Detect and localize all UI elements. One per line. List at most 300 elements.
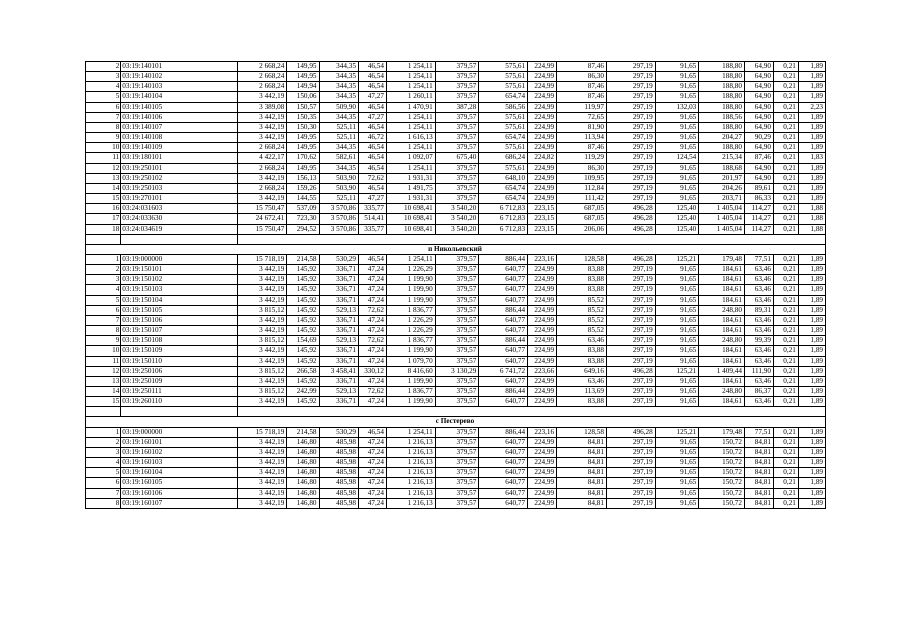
value-cell: 64,90 bbox=[744, 173, 773, 183]
value-cell: 188,80 bbox=[699, 62, 745, 72]
value-cell: 224,99 bbox=[528, 295, 557, 305]
value-cell: 150,06 bbox=[287, 92, 319, 102]
row-number: 16 bbox=[86, 204, 121, 214]
value-cell: 1 931,31 bbox=[386, 173, 435, 183]
value-cell: 485,98 bbox=[319, 458, 358, 468]
value-cell: 46,54 bbox=[358, 143, 386, 153]
value-cell: 224,99 bbox=[528, 194, 557, 204]
spacer-cell bbox=[121, 407, 237, 417]
value-cell: 1 836,77 bbox=[386, 305, 435, 315]
value-cell: 379,57 bbox=[435, 72, 479, 82]
value-cell: 379,57 bbox=[435, 112, 479, 122]
value-cell: 654,74 bbox=[479, 183, 528, 193]
value-cell: 170,62 bbox=[287, 153, 319, 163]
cadastral-code: 03:19:000000 bbox=[121, 427, 237, 437]
value-cell: 214,58 bbox=[287, 254, 319, 264]
value-cell: 1,89 bbox=[798, 356, 825, 366]
value-cell: 575,61 bbox=[479, 163, 528, 173]
value-cell: 640,77 bbox=[479, 285, 528, 295]
value-cell: 1 260,11 bbox=[386, 92, 435, 102]
value-cell: 1 470,91 bbox=[386, 102, 435, 112]
value-cell: 336,71 bbox=[319, 315, 358, 325]
table-row bbox=[86, 92, 826, 102]
cadastral-code: 03:19:160106 bbox=[121, 488, 237, 498]
cadastral-code: 03:19:250111 bbox=[121, 386, 237, 396]
value-cell: 91,65 bbox=[655, 447, 699, 457]
value-cell: 114,27 bbox=[744, 214, 773, 224]
value-cell: 46,54 bbox=[358, 254, 386, 264]
value-cell: 1,89 bbox=[798, 478, 825, 488]
value-cell: 146,80 bbox=[287, 488, 319, 498]
value-cell: 1,83 bbox=[798, 153, 825, 163]
value-cell: 63,46 bbox=[557, 336, 607, 346]
value-cell: 0,21 bbox=[773, 427, 798, 437]
table-row bbox=[86, 346, 826, 356]
row-number: 6 bbox=[86, 102, 121, 112]
value-cell: 224,99 bbox=[528, 386, 557, 396]
value-cell: 529,13 bbox=[319, 305, 358, 315]
value-cell: 15 750,47 bbox=[237, 224, 287, 234]
cadastral-code: 03:19:160105 bbox=[121, 478, 237, 488]
value-cell: 184,61 bbox=[699, 397, 745, 407]
value-cell: 0,21 bbox=[773, 447, 798, 457]
value-cell: 188,80 bbox=[699, 102, 745, 112]
value-cell: 1 931,31 bbox=[386, 194, 435, 204]
value-cell: 379,57 bbox=[435, 488, 479, 498]
value-cell: 242,99 bbox=[287, 386, 319, 396]
value-cell: 146,80 bbox=[287, 447, 319, 457]
value-cell: 145,92 bbox=[287, 346, 319, 356]
value-cell: 47,27 bbox=[358, 194, 386, 204]
value-cell: 1,89 bbox=[798, 295, 825, 305]
value-cell: 15 750,47 bbox=[237, 204, 287, 214]
value-cell: 188,80 bbox=[699, 72, 745, 82]
value-cell: 297,19 bbox=[606, 72, 655, 82]
value-cell: 344,35 bbox=[319, 82, 358, 92]
value-cell: 886,44 bbox=[479, 386, 528, 396]
row-number: 5 bbox=[86, 92, 121, 102]
value-cell: 0,21 bbox=[773, 112, 798, 122]
table-row bbox=[86, 112, 826, 122]
value-cell: 86,30 bbox=[557, 72, 607, 82]
value-cell: 1 216,13 bbox=[386, 447, 435, 457]
value-cell: 496,28 bbox=[606, 427, 655, 437]
value-cell: 224,99 bbox=[528, 143, 557, 153]
value-cell: 184,61 bbox=[699, 285, 745, 295]
value-cell: 0,21 bbox=[773, 194, 798, 204]
value-cell: 47,24 bbox=[358, 346, 386, 356]
table-body bbox=[86, 62, 826, 509]
value-cell: 87,46 bbox=[557, 62, 607, 72]
value-cell: 1,89 bbox=[798, 254, 825, 264]
value-cell: 1 199,90 bbox=[386, 346, 435, 356]
value-cell: 640,77 bbox=[479, 295, 528, 305]
value-cell: 529,13 bbox=[319, 336, 358, 346]
value-cell: 63,46 bbox=[744, 265, 773, 275]
value-cell: 145,92 bbox=[287, 326, 319, 336]
value-cell: 125,40 bbox=[655, 224, 699, 234]
value-cell: 46,54 bbox=[358, 427, 386, 437]
spacer-cell bbox=[86, 234, 121, 244]
value-cell: 72,62 bbox=[358, 305, 386, 315]
table-row bbox=[86, 427, 826, 437]
value-cell: 224,99 bbox=[528, 82, 557, 92]
value-cell: 145,92 bbox=[287, 397, 319, 407]
value-cell: 46,54 bbox=[358, 153, 386, 163]
table-row bbox=[86, 295, 826, 305]
value-cell: 3 570,86 bbox=[319, 214, 358, 224]
value-cell: 0,21 bbox=[773, 153, 798, 163]
value-cell: 297,19 bbox=[606, 122, 655, 132]
value-cell: 149,95 bbox=[287, 72, 319, 82]
value-cell: 335,77 bbox=[358, 224, 386, 234]
value-cell: 640,77 bbox=[479, 315, 528, 325]
value-cell: 150,57 bbox=[287, 102, 319, 112]
cadastral-code: 03:19:250101 bbox=[121, 163, 237, 173]
value-cell: 47,24 bbox=[358, 376, 386, 386]
value-cell: 640,77 bbox=[479, 498, 528, 508]
value-cell: 145,92 bbox=[287, 285, 319, 295]
value-cell: 1 216,13 bbox=[386, 488, 435, 498]
value-cell: 0,21 bbox=[773, 163, 798, 173]
value-cell: 379,57 bbox=[435, 468, 479, 478]
value-cell: 84,81 bbox=[557, 437, 607, 447]
value-cell: 2 668,24 bbox=[237, 72, 287, 82]
value-cell: 77,51 bbox=[744, 254, 773, 264]
value-cell: 0,21 bbox=[773, 336, 798, 346]
value-cell: 84,81 bbox=[557, 468, 607, 478]
value-cell: 3 442,19 bbox=[237, 478, 287, 488]
value-cell: 46,54 bbox=[358, 122, 386, 132]
value-cell: 297,19 bbox=[606, 275, 655, 285]
value-cell: 84,81 bbox=[557, 498, 607, 508]
value-cell: 640,77 bbox=[479, 397, 528, 407]
value-cell: 159,26 bbox=[287, 183, 319, 193]
value-cell: 150,72 bbox=[699, 478, 745, 488]
value-cell: 1,88 bbox=[798, 214, 825, 224]
value-cell: 150,35 bbox=[287, 112, 319, 122]
value-cell: 525,11 bbox=[319, 133, 358, 143]
value-cell: 15 718,19 bbox=[237, 427, 287, 437]
cadastral-code: 03:19:250103 bbox=[121, 183, 237, 193]
value-cell: 0,21 bbox=[773, 315, 798, 325]
value-cell: 1,89 bbox=[798, 112, 825, 122]
value-cell: 649,16 bbox=[557, 366, 607, 376]
value-cell: 297,19 bbox=[606, 102, 655, 112]
value-cell: 46,54 bbox=[358, 72, 386, 82]
value-cell: 297,19 bbox=[606, 315, 655, 325]
value-cell: 1 254,11 bbox=[386, 72, 435, 82]
value-cell: 336,71 bbox=[319, 376, 358, 386]
cadastral-code: 03:19:250109 bbox=[121, 376, 237, 386]
value-cell: 1 254,11 bbox=[386, 82, 435, 92]
value-cell: 72,65 bbox=[557, 112, 607, 122]
value-cell: 224,99 bbox=[528, 488, 557, 498]
value-cell: 379,57 bbox=[435, 437, 479, 447]
value-cell: 379,57 bbox=[435, 254, 479, 264]
value-cell: 379,57 bbox=[435, 183, 479, 193]
value-cell: 0,21 bbox=[773, 397, 798, 407]
cadastral-code: 03:24:031603 bbox=[121, 204, 237, 214]
value-cell: 0,21 bbox=[773, 305, 798, 315]
value-cell: 3 442,19 bbox=[237, 397, 287, 407]
value-cell: 83,88 bbox=[557, 275, 607, 285]
value-cell: 224,99 bbox=[528, 437, 557, 447]
value-cell: 84,81 bbox=[744, 447, 773, 457]
value-cell: 224,99 bbox=[528, 112, 557, 122]
value-cell: 114,27 bbox=[744, 224, 773, 234]
value-cell: 297,19 bbox=[606, 356, 655, 366]
value-cell: 214,58 bbox=[287, 427, 319, 437]
cadastral-code: 03:19:140102 bbox=[121, 72, 237, 82]
value-cell: 1 199,90 bbox=[386, 397, 435, 407]
value-cell: 87,46 bbox=[557, 143, 607, 153]
row-number: 3 bbox=[86, 72, 121, 82]
value-cell: 886,44 bbox=[479, 427, 528, 437]
value-cell: 297,19 bbox=[606, 326, 655, 336]
value-cell: 1 079,70 bbox=[386, 356, 435, 366]
value-cell: 188,80 bbox=[699, 92, 745, 102]
value-cell: 91,65 bbox=[655, 386, 699, 396]
value-cell: 379,57 bbox=[435, 194, 479, 204]
spacer-row bbox=[86, 234, 826, 244]
value-cell: 0,21 bbox=[773, 102, 798, 112]
value-cell: 344,35 bbox=[319, 112, 358, 122]
value-cell: 3 442,19 bbox=[237, 122, 287, 132]
value-cell: 6 712,83 bbox=[479, 224, 528, 234]
table-row bbox=[86, 224, 826, 234]
value-cell: 145,92 bbox=[287, 356, 319, 366]
table-row bbox=[86, 437, 826, 447]
cadastral-code: 03:19:250106 bbox=[121, 366, 237, 376]
value-cell: 297,19 bbox=[606, 265, 655, 275]
value-cell: 85,52 bbox=[557, 326, 607, 336]
cadastral-code: 03:19:150104 bbox=[121, 295, 237, 305]
value-cell: 113,94 bbox=[557, 133, 607, 143]
value-cell: 145,92 bbox=[287, 295, 319, 305]
value-cell: 224,99 bbox=[528, 265, 557, 275]
value-cell: 3 442,19 bbox=[237, 458, 287, 468]
value-cell: 297,19 bbox=[606, 437, 655, 447]
value-cell: 224,99 bbox=[528, 72, 557, 82]
value-cell: 336,71 bbox=[319, 397, 358, 407]
value-cell: 91,65 bbox=[655, 163, 699, 173]
value-cell: 640,77 bbox=[479, 468, 528, 478]
cadastral-code: 03:19:150106 bbox=[121, 315, 237, 325]
value-cell: 335,77 bbox=[358, 204, 386, 214]
value-cell: 3 442,19 bbox=[237, 92, 287, 102]
value-cell: 379,57 bbox=[435, 376, 479, 386]
value-cell: 1 199,90 bbox=[386, 295, 435, 305]
value-cell: 91,65 bbox=[655, 315, 699, 325]
value-cell: 145,92 bbox=[287, 275, 319, 285]
value-cell: 1,89 bbox=[798, 315, 825, 325]
value-cell: 91,65 bbox=[655, 285, 699, 295]
value-cell: 224,99 bbox=[528, 376, 557, 386]
value-cell: 224,99 bbox=[528, 163, 557, 173]
row-number: 10 bbox=[86, 346, 121, 356]
value-cell: 1,89 bbox=[798, 194, 825, 204]
value-cell: 1,89 bbox=[798, 447, 825, 457]
value-cell: 0,21 bbox=[773, 173, 798, 183]
value-cell: 46,54 bbox=[358, 62, 386, 72]
value-cell: 687,05 bbox=[557, 214, 607, 224]
value-cell: 0,21 bbox=[773, 122, 798, 132]
table-row bbox=[86, 275, 826, 285]
value-cell: 529,13 bbox=[319, 386, 358, 396]
row-number: 10 bbox=[86, 143, 121, 153]
table-row bbox=[86, 305, 826, 315]
spacer-row bbox=[86, 407, 826, 417]
value-cell: 149,95 bbox=[287, 62, 319, 72]
value-cell: 125,40 bbox=[655, 214, 699, 224]
value-cell: 379,57 bbox=[435, 458, 479, 468]
value-cell: 1 199,90 bbox=[386, 376, 435, 386]
value-cell: 1 405,04 bbox=[699, 204, 745, 214]
cadastral-code: 03:19:160107 bbox=[121, 498, 237, 508]
value-cell: 687,05 bbox=[557, 204, 607, 214]
value-cell: 640,77 bbox=[479, 458, 528, 468]
value-cell: 63,46 bbox=[744, 346, 773, 356]
value-cell: 91,65 bbox=[655, 376, 699, 386]
value-cell: 184,61 bbox=[699, 315, 745, 325]
value-cell: 3 540,20 bbox=[435, 204, 479, 214]
value-cell: 188,80 bbox=[699, 82, 745, 92]
value-cell: 1 216,13 bbox=[386, 437, 435, 447]
cadastral-code: 03:19:150107 bbox=[121, 326, 237, 336]
value-cell: 224,99 bbox=[528, 458, 557, 468]
value-cell: 91,65 bbox=[655, 468, 699, 478]
value-cell: 64,90 bbox=[744, 62, 773, 72]
value-cell: 64,90 bbox=[744, 102, 773, 112]
cadastral-code: 03:19:260110 bbox=[121, 397, 237, 407]
value-cell: 188,68 bbox=[699, 163, 745, 173]
value-cell: 297,19 bbox=[606, 376, 655, 386]
value-cell: 91,65 bbox=[655, 122, 699, 132]
value-cell: 201,97 bbox=[699, 173, 745, 183]
value-cell: 0,21 bbox=[773, 224, 798, 234]
value-cell: 47,24 bbox=[358, 315, 386, 325]
value-cell: 91,65 bbox=[655, 478, 699, 488]
value-cell: 379,57 bbox=[435, 275, 479, 285]
value-cell: 224,99 bbox=[528, 62, 557, 72]
value-cell: 297,19 bbox=[606, 386, 655, 396]
row-number: 4 bbox=[86, 458, 121, 468]
value-cell: 886,44 bbox=[479, 336, 528, 346]
value-cell: 86,30 bbox=[557, 163, 607, 173]
value-cell: 91,65 bbox=[655, 143, 699, 153]
value-cell: 150,72 bbox=[699, 458, 745, 468]
value-cell: 379,57 bbox=[435, 295, 479, 305]
value-cell: 485,98 bbox=[319, 437, 358, 447]
cadastral-code: 03:19:270101 bbox=[121, 194, 237, 204]
table-row bbox=[86, 468, 826, 478]
value-cell: 46,54 bbox=[358, 183, 386, 193]
table-row bbox=[86, 102, 826, 112]
row-number: 6 bbox=[86, 305, 121, 315]
value-cell: 224,99 bbox=[528, 326, 557, 336]
value-cell: 223,15 bbox=[528, 224, 557, 234]
row-number: 15 bbox=[86, 397, 121, 407]
value-cell: 1,89 bbox=[798, 376, 825, 386]
value-cell: 0,21 bbox=[773, 133, 798, 143]
value-cell: 145,92 bbox=[287, 305, 319, 315]
table-row bbox=[86, 478, 826, 488]
value-cell: 1 254,11 bbox=[386, 254, 435, 264]
table-row bbox=[86, 62, 826, 72]
value-cell: 379,57 bbox=[435, 82, 479, 92]
value-cell: 496,28 bbox=[606, 224, 655, 234]
value-cell: 184,61 bbox=[699, 376, 745, 386]
value-cell: 0,21 bbox=[773, 326, 798, 336]
value-cell: 297,19 bbox=[606, 133, 655, 143]
value-cell: 63,46 bbox=[744, 295, 773, 305]
row-number: 12 bbox=[86, 163, 121, 173]
value-cell: 336,71 bbox=[319, 356, 358, 366]
value-cell: 91,65 bbox=[655, 336, 699, 346]
value-cell: 144,55 bbox=[287, 194, 319, 204]
value-cell: 1,89 bbox=[798, 92, 825, 102]
value-cell: 379,57 bbox=[435, 265, 479, 275]
value-cell: 297,19 bbox=[606, 468, 655, 478]
value-cell: 83,88 bbox=[557, 346, 607, 356]
tariff-table-sheet bbox=[85, 61, 826, 509]
value-cell: 15 718,19 bbox=[237, 254, 287, 264]
value-cell: 1,88 bbox=[798, 204, 825, 214]
value-cell: 87,46 bbox=[557, 82, 607, 92]
table-row bbox=[86, 498, 826, 508]
value-cell: 91,65 bbox=[655, 72, 699, 82]
value-cell: 1,89 bbox=[798, 265, 825, 275]
value-cell: 223,15 bbox=[528, 204, 557, 214]
value-cell: 224,99 bbox=[528, 122, 557, 132]
value-cell: 179,48 bbox=[699, 427, 745, 437]
value-cell: 84,81 bbox=[744, 488, 773, 498]
value-cell: 1,89 bbox=[798, 366, 825, 376]
value-cell: 184,61 bbox=[699, 265, 745, 275]
value-cell: 379,57 bbox=[435, 397, 479, 407]
row-number: 18 bbox=[86, 224, 121, 234]
value-cell: 336,71 bbox=[319, 275, 358, 285]
value-cell: 3 570,86 bbox=[319, 224, 358, 234]
value-cell: 47,24 bbox=[358, 265, 386, 275]
value-cell: 224,99 bbox=[528, 305, 557, 315]
value-cell: 215,34 bbox=[699, 153, 745, 163]
value-cell: 266,58 bbox=[287, 366, 319, 376]
value-cell: 648,10 bbox=[479, 173, 528, 183]
value-cell: 90,29 bbox=[744, 133, 773, 143]
value-cell: 146,80 bbox=[287, 468, 319, 478]
value-cell: 640,77 bbox=[479, 376, 528, 386]
value-cell: 297,19 bbox=[606, 397, 655, 407]
value-cell: 224,99 bbox=[528, 346, 557, 356]
value-cell: 150,72 bbox=[699, 447, 745, 457]
value-cell: 509,90 bbox=[319, 102, 358, 112]
value-cell: 1 199,90 bbox=[386, 275, 435, 285]
value-cell: 1 254,11 bbox=[386, 163, 435, 173]
value-cell: 83,88 bbox=[557, 356, 607, 366]
value-cell: 0,21 bbox=[773, 254, 798, 264]
value-cell: 132,03 bbox=[655, 102, 699, 112]
value-cell: 146,80 bbox=[287, 498, 319, 508]
row-number: 6 bbox=[86, 478, 121, 488]
row-number: 4 bbox=[86, 82, 121, 92]
table-row bbox=[86, 386, 826, 396]
value-cell: 3 442,19 bbox=[237, 295, 287, 305]
value-cell: 248,80 bbox=[699, 386, 745, 396]
row-number: 11 bbox=[86, 153, 121, 163]
value-cell: 64,90 bbox=[744, 72, 773, 82]
